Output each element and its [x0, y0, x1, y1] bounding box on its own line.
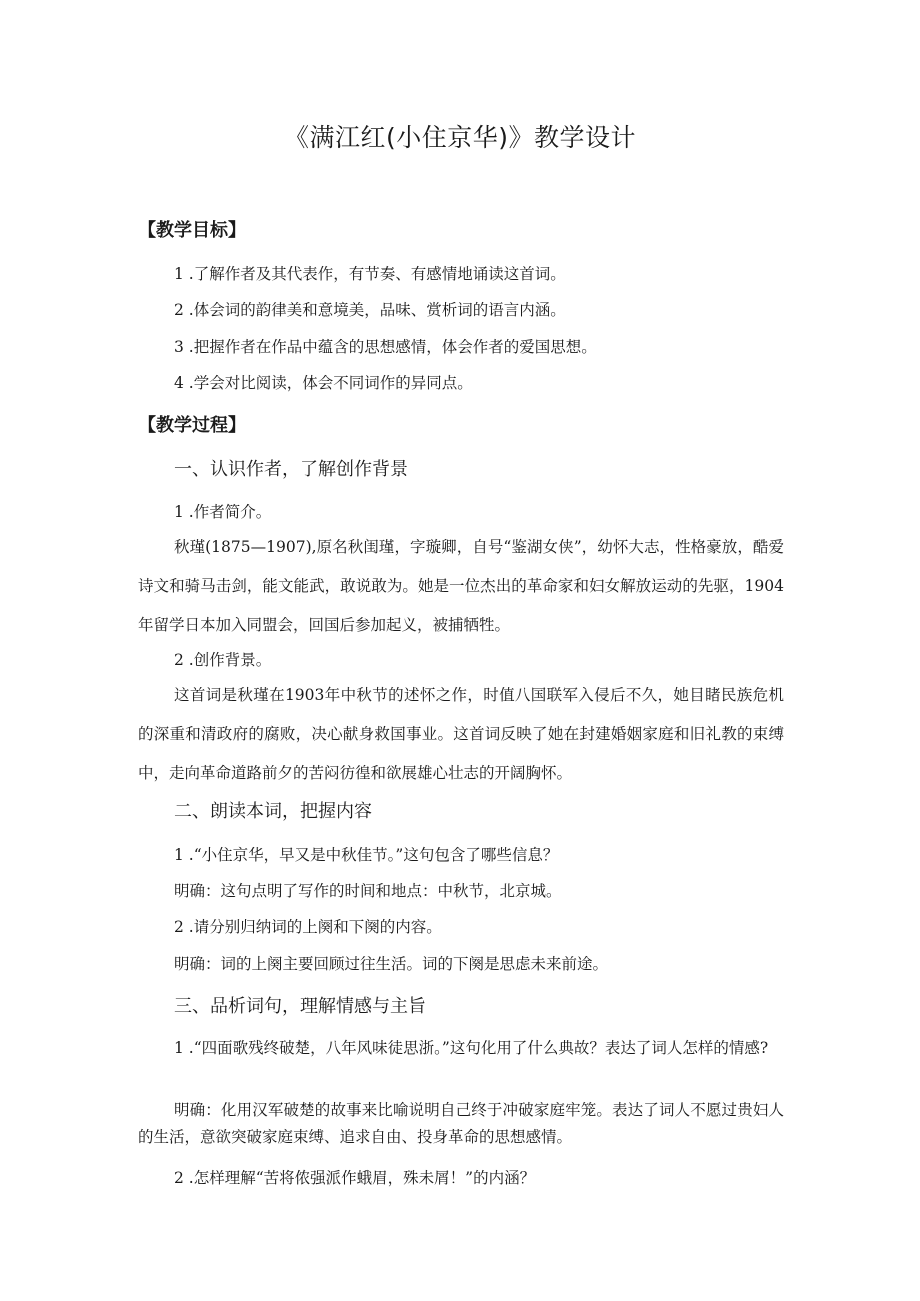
document-title: 《满江红(小住京华)》教学设计	[283, 123, 636, 152]
author-bio-paragraph: 秋瑾(1875—1907),原名秋闺瑾，字璇卿，自号“鉴湖女侠”，幼怀大志，性格豪放，酷爱诗文和骑马击剑，能文能武，敢说敢为。她是一位杰出的革命家和妇女解放运动的先驱，1904年留学日本加入同盟会，回国后参加起义，被捕牺牲。	[138, 538, 784, 634]
objective-item: 3 .把握作者在作品中蕴含的思想感情，体会作者的爱国思想。	[174, 338, 597, 356]
section-heading-2: 二、朗读本词，把握内容	[174, 801, 372, 822]
question-4: 2 .怎样理解“苦将侬强派作蛾眉，殊未屑！”的内涵？	[174, 1169, 536, 1187]
background-label: 2 .创作背景。	[174, 651, 272, 669]
section-heading-3: 三、品析词句，理解情感与主旨	[174, 996, 426, 1017]
objectives-heading: 【教学目标】	[138, 220, 246, 241]
answer-2: 明确：词的上阕主要回顾过往生活。词的下阕是思虑未来前途。	[174, 955, 609, 973]
answer-1: 明确：这句点明了写作的时间和地点：中秋节，北京城。	[174, 882, 562, 900]
question-3: 1 .“四面歌残终破楚，八年风味徒思浙。”这句化用了什么典故？表达了词人怎样的情感?	[174, 1039, 769, 1057]
objective-item: 2 .体会词的韵律美和意境美，品味、赏析词的语言内涵。	[174, 301, 566, 319]
objective-item: 4 .学会对比阅读，体会不同词作的异同点。	[174, 374, 473, 392]
objective-item: 1 .了解作者及其代表作，有节奏、有感情地诵读这首词。	[174, 265, 566, 283]
question-1: 1 .“小住京华，早又是中秋佳节。”这句包含了哪些信息？	[174, 846, 559, 864]
process-heading: 【教学过程】	[138, 415, 246, 436]
background-paragraph: 这首词是秋瑾在1903年中秋节的述怀之作，时值八国联军入侵后不久，她目睹民族危机的深重和清政府的腐败，决心献身救国事业。这首词反映了她在封建婚姻家庭和旧礼教的束缚中，走向革命道路前夕的苦闷彷徨和欲展雄心壮志的开阔胸怀。	[138, 686, 784, 782]
answer-3: 明确：化用汉军破楚的故事来比喻说明自己终于冲破家庭牢笼。表达了词人不愿过贵妇人的生活，意欲突破家庭束缚、追求自由、投身革命的思想感情。	[138, 1101, 784, 1146]
author-intro-label: 1 .作者简介。	[174, 503, 272, 521]
section-heading-1: 一、认识作者，了解创作背景	[174, 459, 408, 480]
question-2: 2 .请分别归纳词的上阕和下阕的内容。	[174, 918, 442, 936]
